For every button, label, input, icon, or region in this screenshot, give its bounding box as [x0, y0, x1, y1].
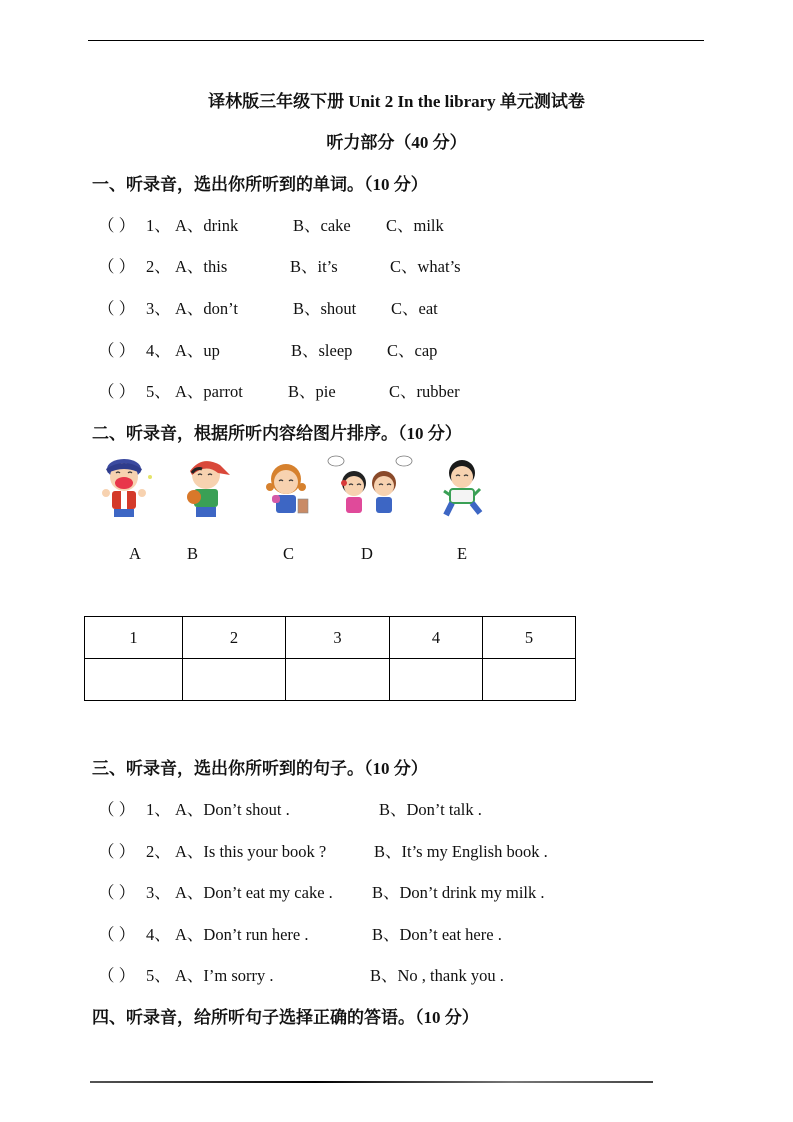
picture-a-boy-shouting-icon [94, 455, 156, 523]
answer-blank[interactable]: （ ） [98, 925, 136, 944]
order-table-answer-row [85, 659, 576, 701]
option-a: A、parrot [175, 382, 243, 401]
question-number: 4、 [146, 341, 171, 360]
answer-blank[interactable]: （ ） [98, 216, 136, 235]
question-number: 4、 [146, 925, 171, 944]
question-number: 1、 [146, 800, 171, 819]
section1-heading: 一、听录音，选出你所听到的单词。（10 分） [92, 175, 428, 194]
option-b: B、it’s [290, 257, 338, 276]
option-a: A、don’t [175, 299, 238, 318]
question-number: 5、 [146, 966, 171, 985]
option-c: C、eat [391, 299, 438, 318]
option-b: B、pie [288, 382, 336, 401]
picture-e-boy-running-icon [436, 455, 492, 523]
option-a: A、up [175, 341, 220, 360]
order-table-header: 1 [85, 617, 183, 659]
section3-heading: 三、听录音，选出你所听到的句子。（10 分） [92, 759, 428, 778]
question-number: 3、 [146, 299, 171, 318]
order-answer-cell[interactable] [483, 659, 576, 701]
section4-heading: 四、听录音，给所听句子选择正确的答语。（10 分） [92, 1008, 479, 1027]
order-table-header: 2 [183, 617, 286, 659]
picture-label-d: D [361, 544, 373, 563]
option-a: A、Don’t run here . [175, 925, 309, 944]
footer-rule [90, 1081, 653, 1083]
document-title: 译林版三年级下册 Unit 2 In the library 单元测试卷 [208, 92, 585, 111]
order-answer-cell[interactable] [390, 659, 483, 701]
option-c: C、cap [387, 341, 438, 360]
answer-blank[interactable]: （ ） [98, 341, 136, 360]
option-b: B、Don’t eat here . [372, 925, 502, 944]
option-c: C、rubber [389, 382, 460, 401]
option-b: B、No , thank you . [370, 966, 504, 985]
option-a: A、I’m sorry . [175, 966, 274, 985]
answer-blank[interactable]: （ ） [98, 842, 136, 861]
option-a: A、Don’t eat my cake . [175, 883, 333, 902]
option-a: A、drink [175, 216, 239, 235]
option-a: A、Don’t shout . [175, 800, 290, 819]
question-number: 2、 [146, 257, 171, 276]
answer-blank[interactable]: （ ） [98, 883, 136, 902]
document-subtitle: 听力部分（40 分） [326, 133, 467, 152]
answer-blank[interactable]: （ ） [98, 299, 136, 318]
order-answer-cell[interactable] [85, 659, 183, 701]
order-table-header: 5 [483, 617, 576, 659]
order-table-header: 3 [286, 617, 390, 659]
order-answer-cell[interactable] [286, 659, 390, 701]
answer-blank[interactable]: （ ） [98, 382, 136, 401]
order-answer-cell[interactable] [183, 659, 286, 701]
order-table-header-row [85, 617, 576, 659]
option-a: A、this [175, 257, 228, 276]
picture-c-girl-with-drink-icon [260, 455, 318, 523]
option-b: B、cake [293, 216, 351, 235]
picture-label-a: A [129, 544, 141, 563]
section2-heading: 二、听录音，根据所听内容给图片排序。（10 分） [92, 424, 462, 443]
option-b: B、Don’t drink my milk . [372, 883, 545, 902]
picture-label-c: C [283, 544, 295, 563]
option-c: C、milk [386, 216, 444, 235]
picture-order-table [84, 616, 576, 701]
picture-label-e: E [457, 544, 468, 563]
option-c: C、what’s [390, 257, 461, 276]
answer-blank[interactable]: （ ） [98, 800, 136, 819]
option-b: B、It’s my English book . [374, 842, 548, 861]
option-b: B、Don’t talk . [379, 800, 482, 819]
picture-label-b: B [187, 544, 199, 563]
answer-blank[interactable]: （ ） [98, 966, 136, 985]
option-b: B、sleep [291, 341, 353, 360]
question-number: 3、 [146, 883, 171, 902]
question-number: 1、 [146, 216, 171, 235]
order-table-header: 4 [390, 617, 483, 659]
option-a: A、Is this your book ? [175, 842, 327, 861]
answer-blank[interactable]: （ ） [98, 257, 136, 276]
question-number: 2、 [146, 842, 171, 861]
header-rule [88, 40, 704, 41]
picture-d-two-girls-talking-icon [326, 455, 418, 525]
option-b: B、shout [293, 299, 357, 318]
picture-b-boy-with-cap-icon [178, 455, 240, 523]
question-number: 5、 [146, 382, 171, 401]
